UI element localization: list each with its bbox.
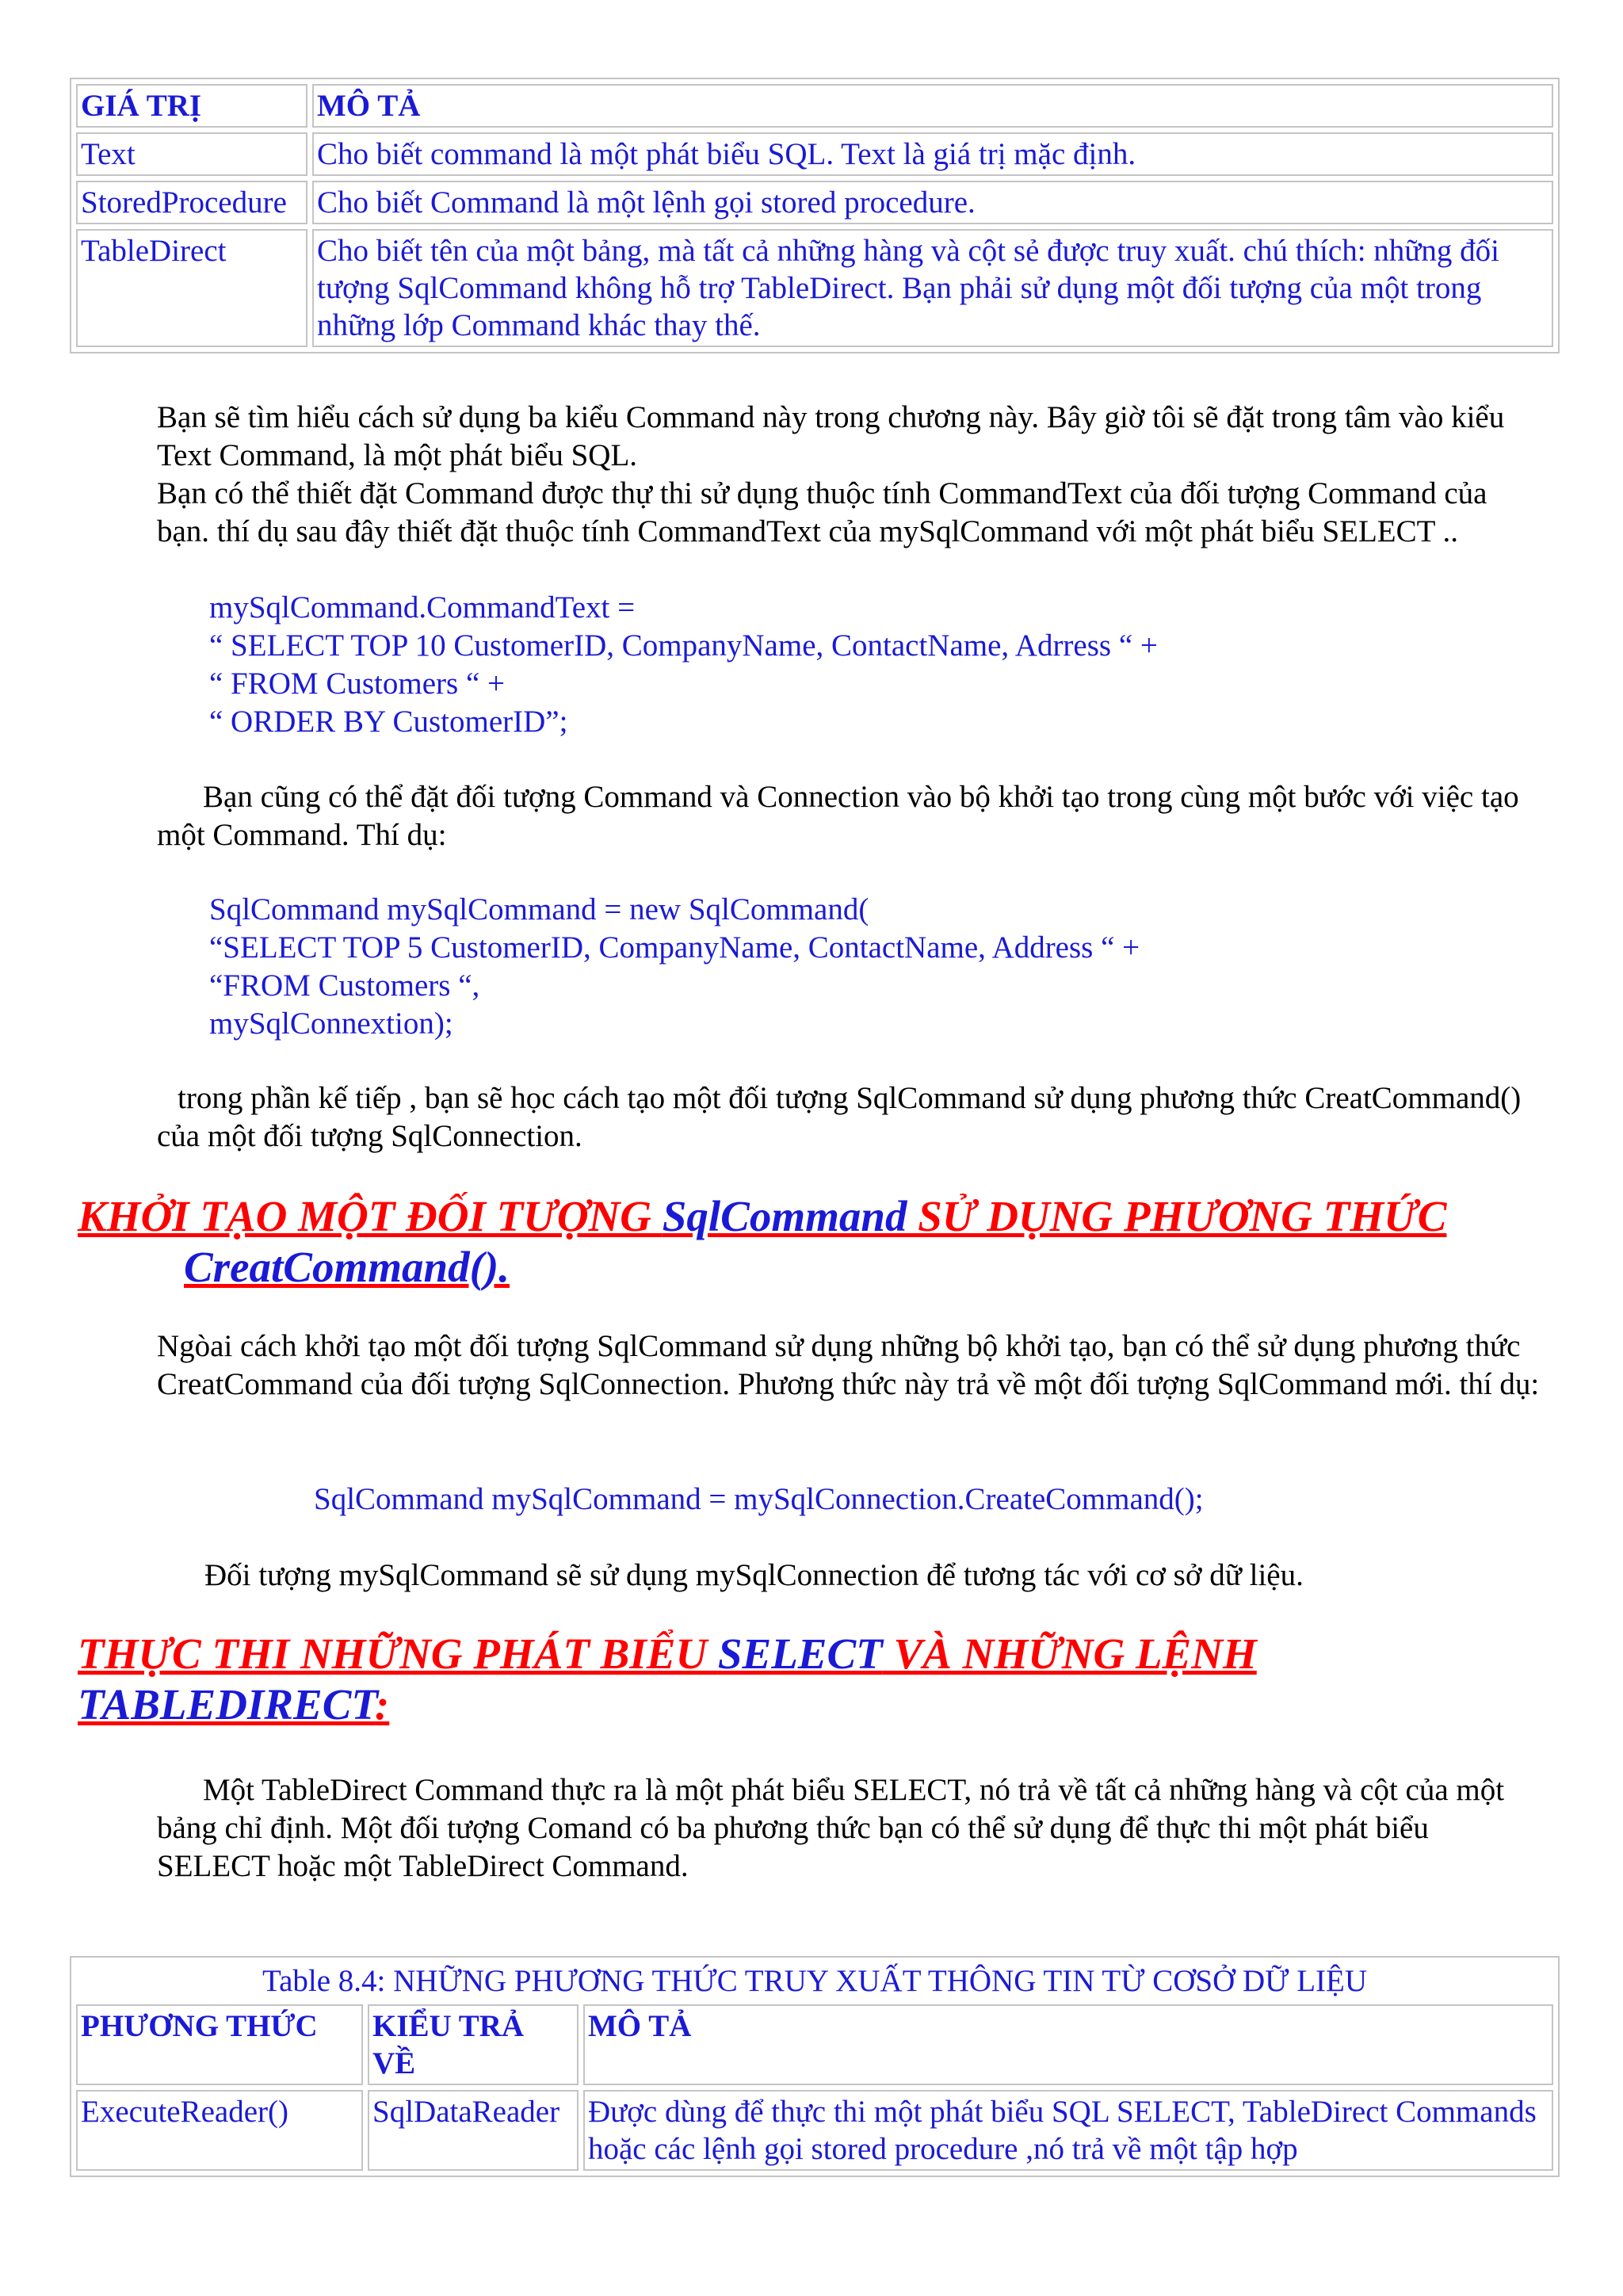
code-line: “SELECT TOP 5 CustomerID, CompanyName, ContactName, Address “ + bbox=[209, 930, 1140, 965]
table-cell: StoredProcedure bbox=[76, 181, 307, 224]
table-header-description: MÔ TẢ bbox=[583, 2004, 1553, 2085]
paragraph: trong phần kế tiếp , bạn sẽ học cách tạo một đối tượng SqlCommand sử dụng phương thức CreatCommand() của một đối tượng SqlConnection. bbox=[157, 1081, 1522, 1153]
code-line: SqlCommand mySqlCommand = new SqlCommand( bbox=[209, 892, 869, 926]
code-line: “FROM Customers “, bbox=[209, 968, 480, 1003]
methods-table bbox=[70, 1956, 1560, 2177]
table-cell: ExecuteReader() bbox=[76, 2090, 363, 2171]
table-cell: Được dùng để thực thi một phát biểu SQL SELECT, TableDirect Commands hoặc các lệnh gọi stored procedure ,nó trả về một tập hợp bbox=[583, 2090, 1553, 2171]
paragraph: Bạn sẽ tìm hiểu cách sử dụng ba kiểu Command này trong chương này. Bây giờ tôi sẽ đặt trong tâm vào kiểu Text Command, là một phát biểu SQL. bbox=[157, 400, 1505, 472]
section-heading: THỰC THI NHỮNG PHÁT BIỂU SELECT VÀ NHỮNG LỆNH TABLEDIRECT: bbox=[78, 1629, 1257, 1729]
table-cell: Cho biết command là một phát biểu SQL. Text là giá trị mặc định. bbox=[312, 132, 1553, 176]
code-line: “ FROM Customers “ + bbox=[209, 667, 505, 701]
paragraph: Ngòai cách khởi tạo một đối tượng SqlCommand sử dụng những bộ khởi tạo, bạn có thể sử dụng phương thức CreatCommand của đối tượng SqlConnection. Phương thức này trả về một đối tượng SqlCommand mới. thí dụ: bbox=[157, 1329, 1540, 1401]
table-header-description: MÔ TẢ bbox=[312, 84, 1553, 128]
table-row bbox=[76, 132, 1553, 176]
code-line: mySqlCommand.CommandText = bbox=[209, 590, 636, 625]
table-header-value: GIÁ TRỊ bbox=[76, 84, 307, 128]
code-line: “ SELECT TOP 10 CustomerID, CompanyName, ContactName, Adrress “ + bbox=[209, 628, 1158, 663]
table-cell: Cho biết Command là một lệnh gọi stored procedure. bbox=[312, 181, 1553, 224]
code-line: mySqlConnextion); bbox=[209, 1007, 453, 1041]
table-cell: TableDirect bbox=[76, 229, 307, 347]
table-caption: Table 8.4: NHỮNG PHƯƠNG THỨC TRUY XUẤT THÔNG TIN TỪ CƠSỞ DỮ LIỆU bbox=[262, 1964, 1368, 1998]
table-header-return-type: KIỂU TRẢ VỀ bbox=[368, 2004, 579, 2085]
code-line: “ ORDER BY CustomerID”; bbox=[209, 705, 568, 739]
command-type-table bbox=[70, 78, 1560, 353]
section-heading: KHỞI TẠO MỘT ĐỐI TƯỢNG SqlCommand SỬ DỤNG PHƯƠNG THỨC CreatCommand(). bbox=[78, 1192, 1447, 1291]
table-row bbox=[76, 181, 1553, 224]
table-row bbox=[76, 229, 1553, 347]
table-cell: Text bbox=[76, 132, 307, 176]
table-row bbox=[76, 2090, 1553, 2171]
code-line: SqlCommand mySqlCommand = mySqlConnection.CreateCommand(); bbox=[314, 1482, 1204, 1516]
code-block bbox=[209, 891, 1140, 1043]
paragraph: Bạn cũng có thể đặt đối tượng Command và Connection vào bộ khởi tạo trong cùng một bước với việc tạo một Command. Thí dụ: bbox=[157, 780, 1519, 852]
table-cell: SqlDataReader bbox=[368, 2090, 579, 2171]
paragraph: Một TableDirect Command thực ra là một phát biểu SELECT, nó trả về tất cả những hàng và cột của một bảng chỉ định. Một đối tượng Comand có ba phương thức bạn có thể sử dụng để thực thi một phát biểu SELECT hoặc một TableDirect Command. bbox=[157, 1773, 1505, 1883]
paragraph: Đối tượng mySqlCommand sẽ sử dụng mySqlConnection để tương tác với cơ sở dữ liệu. bbox=[204, 1558, 1304, 1592]
code-block bbox=[209, 589, 1158, 741]
paragraph: Bạn có thể thiết đặt Command được thự thi sử dụng thuộc tính CommandText của đối tượng Command của bạn. thí dụ sau đây thiết đặt thuộc tính CommandText của mySqlCommand với một phát biểu SELECT .. bbox=[157, 476, 1487, 548]
table-cell: Cho biết tên của một bảng, mà tất cả những hàng và cột sẻ được truy xuất. chú thích: những đối tượng SqlCommand không hỗ trợ TableDirect. Bạn phải sử dụng một đối tượng của một trong những lớp Command khác thay thế. bbox=[312, 229, 1553, 347]
table-header-method: PHƯƠNG THỨC bbox=[76, 2004, 363, 2085]
